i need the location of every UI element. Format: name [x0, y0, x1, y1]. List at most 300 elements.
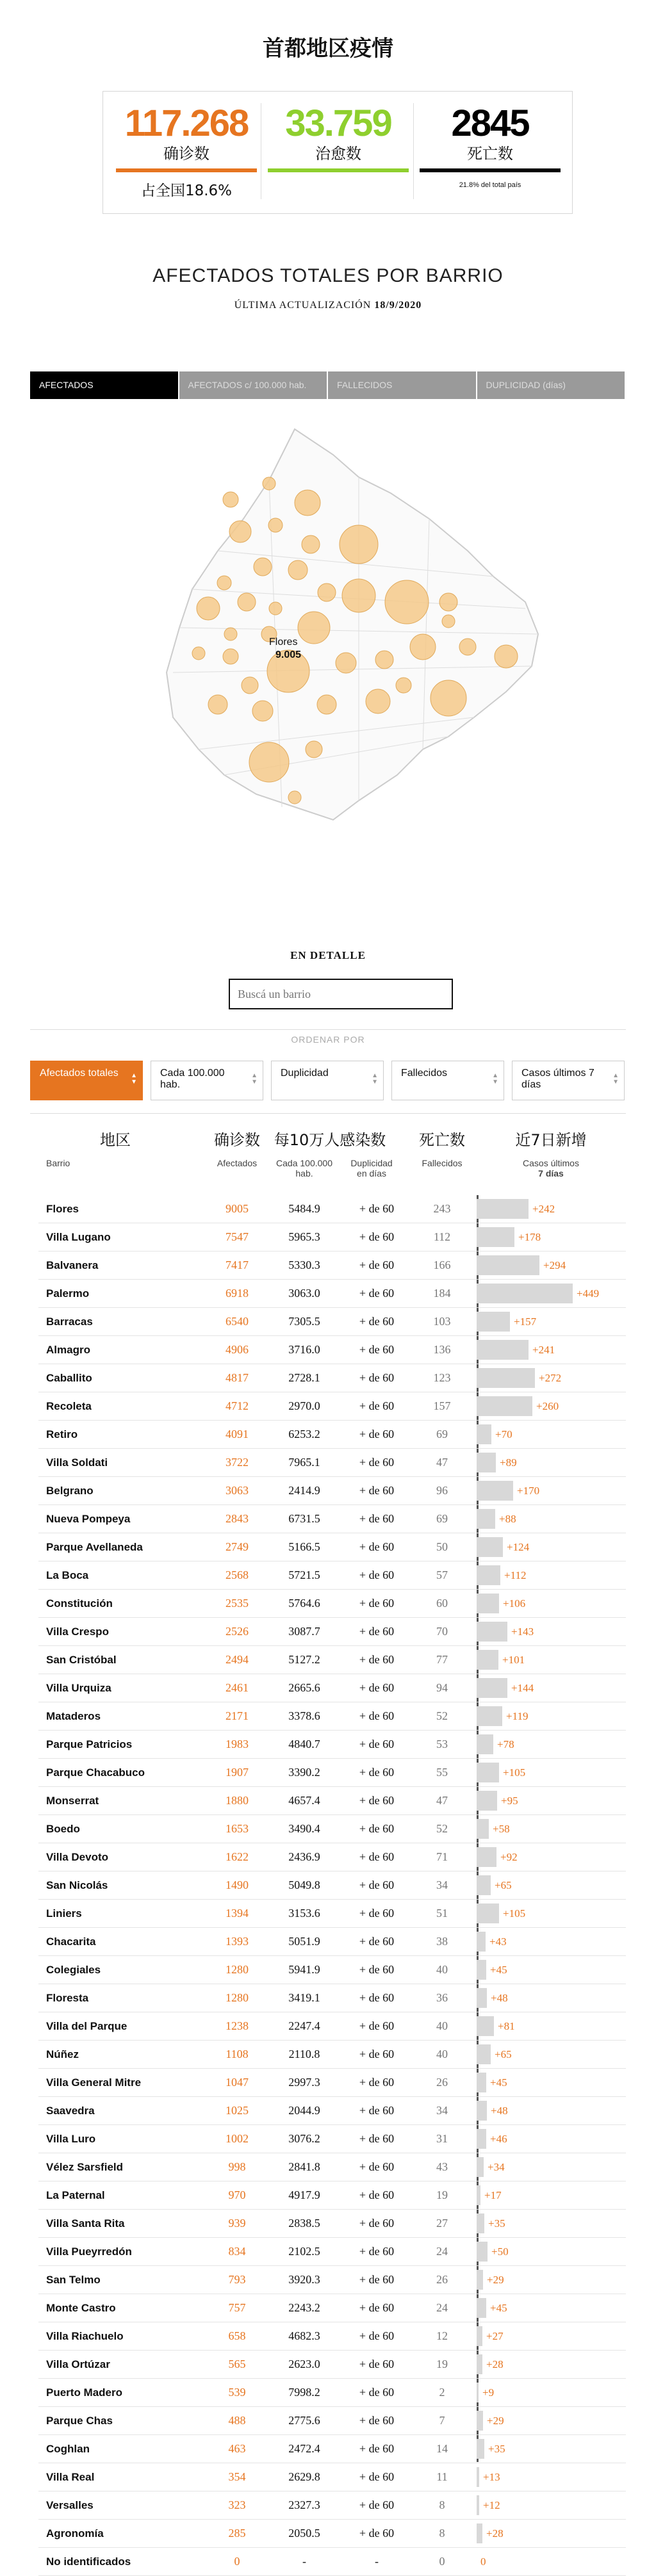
cell-duplicidad: + de 60 — [359, 2386, 395, 2399]
cell-weekly-cases: +45 — [490, 2076, 507, 2089]
cell-duplicidad: + de 60 — [359, 1597, 395, 1610]
cell-barrio: Saavedra — [46, 2105, 95, 2117]
col-header: Duplicidad en días — [350, 1158, 393, 1178]
cell-afectados: 970 — [228, 2189, 246, 2201]
cell-fallecidos: 40 — [436, 1963, 448, 1976]
table-row — [38, 1477, 626, 1505]
map-bubble — [385, 580, 429, 624]
sort-label: Duplicidad — [281, 1068, 329, 1079]
cell-fallecidos: 77 — [436, 1653, 448, 1666]
cell-weekly-cases: +35 — [488, 2217, 505, 2230]
table-row — [38, 1336, 626, 1364]
table-row — [38, 1280, 626, 1308]
table-row — [38, 1364, 626, 1392]
weekly-bar — [477, 1678, 507, 1698]
table-row — [38, 2435, 626, 2463]
sort-cada-100k[interactable] — [151, 1061, 263, 1100]
cell-cada-100k: 3920.3 — [288, 2273, 320, 2286]
cell-fallecidos: 166 — [433, 1259, 451, 1271]
weekly-bar — [477, 1312, 510, 1332]
table-row — [38, 2548, 626, 2576]
cell-fallecidos: 50 — [436, 1540, 448, 1553]
table-row — [38, 1984, 626, 2012]
weekly-bar — [477, 1565, 500, 1585]
cell-afectados: 2461 — [226, 1681, 249, 1694]
cell-fallecidos: 157 — [433, 1399, 451, 1412]
cell-duplicidad: + de 60 — [359, 1287, 395, 1300]
cell-afectados: 1002 — [226, 2132, 249, 2145]
col-header: Afectados — [217, 1158, 258, 1168]
sort-label: Fallecidos — [401, 1068, 448, 1079]
tab-fallecidos[interactable]: FALLECIDOS — [328, 371, 477, 399]
cell-duplicidad: + de 60 — [359, 2076, 395, 2089]
weekly-bar — [477, 2242, 488, 2262]
weekly-bar — [477, 1791, 497, 1811]
cell-duplicidad: + de 60 — [359, 1766, 395, 1779]
cell-barrio: Villa Crespo — [46, 1626, 109, 1638]
cell-barrio: Balvanera — [46, 1259, 99, 1271]
cell-afectados: 6540 — [226, 1315, 249, 1328]
cell-afectados: 998 — [228, 2160, 246, 2173]
cell-barrio: Parque Avellaneda — [46, 1541, 143, 1553]
table-row — [38, 2069, 626, 2097]
cell-barrio: Nueva Pompeya — [46, 1513, 131, 1525]
cell-afectados: 539 — [228, 2386, 246, 2399]
cell-fallecidos: 38 — [436, 1935, 448, 1948]
table-row — [38, 1421, 626, 1449]
cell-barrio: Palermo — [46, 1287, 90, 1300]
table-row — [38, 1533, 626, 1561]
cell-cada-100k: 2629.8 — [288, 2470, 320, 2483]
search-input[interactable] — [229, 979, 453, 1009]
map-bubble — [223, 492, 238, 507]
cell-fallecidos: 51 — [436, 1907, 448, 1920]
col-header: Fallecidos — [422, 1158, 463, 1168]
table-row — [38, 1646, 626, 1674]
cell-cada-100k: 4657.4 — [288, 1794, 320, 1807]
sort-label: Afectados totales — [40, 1068, 119, 1079]
cell-duplicidad: + de 60 — [359, 1484, 395, 1497]
cell-cada-100k: 7965.1 — [288, 1456, 320, 1469]
stat-deaths — [420, 103, 561, 189]
cell-cada-100k: 2623.0 — [288, 2358, 320, 2370]
col-header: Cada 100.000 hab. — [276, 1158, 332, 1178]
cell-fallecidos: 40 — [436, 2019, 448, 2032]
map-bubble — [252, 701, 273, 721]
cell-weekly-cases: +78 — [497, 1738, 514, 1750]
cell-weekly-cases: +119 — [506, 1710, 529, 1722]
cell-cada-100k: 4682.3 — [288, 2329, 320, 2342]
weekly-bar — [477, 2523, 482, 2543]
cell-cada-100k: 7305.5 — [288, 1315, 320, 1328]
cell-cada-100k: 3419.1 — [288, 1991, 320, 2004]
cell-weekly-cases: +157 — [514, 1316, 537, 1328]
cell-fallecidos: 123 — [433, 1371, 451, 1384]
cell-weekly-cases: +12 — [483, 2499, 500, 2511]
cell-cada-100k: 3087.7 — [288, 1625, 320, 1638]
cell-duplicidad: + de 60 — [359, 2132, 395, 2145]
cell-afectados: 2843 — [226, 1512, 249, 1525]
cell-duplicidad: + de 60 — [359, 1625, 395, 1638]
map-bubble — [254, 558, 272, 576]
map-bubble — [197, 597, 220, 620]
last-updated-label: ÚLTIMA ACTUALIZACIÓN — [234, 300, 372, 311]
sort-ultimos-7[interactable] — [512, 1061, 625, 1100]
sort-arrows-icon: ▲ ▼ — [372, 1072, 378, 1086]
cell-duplicidad: + de 60 — [359, 2329, 395, 2342]
cell-fallecidos: 52 — [436, 1822, 448, 1835]
confirmed-share: 占全国18.6% — [140, 183, 233, 199]
cell-fallecidos: 47 — [436, 1794, 448, 1807]
cell-weekly-cases: +449 — [577, 1287, 600, 1300]
cell-cada-100k: 2247.4 — [288, 2019, 320, 2032]
table-row — [38, 2351, 626, 2379]
map-bubble — [192, 647, 205, 660]
weekly-bar — [477, 1227, 514, 1247]
cell-weekly-cases: +92 — [500, 1851, 518, 1863]
cell-barrio: Retiro — [46, 1428, 78, 1440]
order-label: ORDENAR POR — [291, 1034, 365, 1045]
cell-duplicidad: + de 60 — [359, 2442, 395, 2455]
map-bubble — [317, 695, 336, 714]
cell-weekly-cases: +48 — [491, 1992, 508, 2004]
cell-duplicidad: + de 60 — [359, 1907, 395, 1920]
cell-cada-100k: 2110.8 — [288, 2048, 320, 2060]
map-bubble — [242, 677, 258, 694]
cell-barrio: Agronomía — [46, 2527, 104, 2539]
cell-fallecidos: 70 — [436, 1625, 448, 1638]
cell-afectados: 1108 — [226, 2048, 249, 2060]
weekly-bar — [477, 2270, 483, 2290]
map-bubble — [340, 525, 378, 564]
cell-barrio: Coghlan — [46, 2443, 90, 2455]
table-row — [38, 1928, 626, 1956]
weekly-bar — [477, 2044, 491, 2064]
cell-barrio: Almagro — [46, 1344, 90, 1356]
cell-afectados: 285 — [228, 2527, 246, 2539]
map-bubble — [366, 689, 390, 713]
weekly-bar — [477, 2157, 484, 2177]
cell-fallecidos: 14 — [436, 2442, 448, 2455]
cell-duplicidad: + de 60 — [359, 2301, 395, 2314]
weekly-bar — [477, 1537, 503, 1557]
map-tooltip-value: 9.005 — [275, 649, 302, 660]
weekly-bar — [477, 2326, 482, 2346]
col-header — [512, 1158, 589, 1178]
weekly-bar — [477, 1396, 532, 1416]
cell-weekly-cases: +105 — [503, 1766, 526, 1779]
cell-fallecidos: 8 — [439, 2499, 445, 2511]
cell-weekly-cases: +241 — [532, 1344, 555, 1356]
tab-afectados-100k[interactable]: AFECTADOS c/ 100.000 hab. — [179, 371, 329, 399]
map-bubble — [229, 521, 251, 542]
cell-barrio: Villa Soldati — [46, 1456, 108, 1469]
cell-duplicidad: + de 60 — [359, 1343, 395, 1356]
weekly-bar — [477, 1199, 529, 1219]
weekly-bar — [477, 1340, 529, 1360]
cell-duplicidad: + de 60 — [359, 1315, 395, 1328]
cell-barrio: Flores — [46, 1203, 79, 1215]
col-header-part: 7 días — [538, 1168, 564, 1178]
cell-duplicidad: + de 60 — [359, 2358, 395, 2370]
weekly-bar — [477, 1903, 499, 1923]
col-header-part: Casos últimos — [523, 1158, 579, 1168]
sort-fallecidos[interactable] — [391, 1061, 504, 1100]
cell-weekly-cases: +28 — [486, 2358, 504, 2370]
cell-duplicidad: + de 60 — [359, 1822, 395, 1835]
cell-weekly-cases: +143 — [511, 1626, 534, 1638]
cell-duplicidad: + de 60 — [359, 2048, 395, 2060]
col-header: 地区 — [100, 1131, 131, 1149]
cell-fallecidos: 184 — [433, 1287, 451, 1300]
sort-arrows-icon: ▲ ▼ — [612, 1072, 619, 1086]
weekly-bar — [477, 1509, 495, 1529]
cell-cada-100k: 5051.9 — [288, 1935, 320, 1948]
weekly-bar — [477, 1875, 491, 1895]
col-header: 确诊数 — [214, 1131, 260, 1149]
cell-duplicidad: + de 60 — [359, 1738, 395, 1750]
sort-arrows-icon: ▲ ▼ — [131, 1072, 137, 1086]
cell-duplicidad: + de 60 — [359, 1850, 395, 1863]
table-header-es — [0, 1158, 656, 1190]
cell-cada-100k: 5764.6 — [288, 1597, 320, 1610]
cell-weekly-cases: +27 — [486, 2330, 504, 2342]
cell-duplicidad: + de 60 — [359, 2189, 395, 2201]
cell-duplicidad: + de 60 — [359, 2470, 395, 2483]
cell-cada-100k: 7998.2 — [288, 2386, 320, 2399]
table-row — [38, 1900, 626, 1928]
cell-fallecidos: 24 — [436, 2245, 448, 2258]
cell-cada-100k: 3716.0 — [288, 1343, 320, 1356]
cell-cada-100k: 2414.9 — [288, 1484, 320, 1497]
cell-weekly-cases: +34 — [488, 2161, 505, 2173]
cell-duplicidad: + de 60 — [359, 2019, 395, 2032]
cell-cada-100k: 2327.3 — [288, 2499, 320, 2511]
cell-afectados: 463 — [228, 2442, 246, 2455]
cell-weekly-cases: +95 — [501, 1795, 518, 1807]
map-bubble — [336, 653, 356, 673]
cell-barrio: Liniers — [46, 1907, 82, 1920]
cell-duplicidad: + de 60 — [359, 1879, 395, 1891]
weekly-bar — [477, 2016, 494, 2036]
cell-weekly-cases: +43 — [489, 1936, 507, 1948]
confirmed-label: 确诊数 — [163, 145, 209, 163]
cell-duplicidad: + de 60 — [359, 1540, 395, 1553]
map-bubble — [430, 680, 466, 716]
cell-cada-100k: 2970.0 — [288, 1399, 320, 1412]
cell-duplicidad: + de 60 — [359, 1371, 395, 1384]
cell-afectados: 1983 — [226, 1738, 249, 1750]
cell-barrio: Parque Chacabuco — [46, 1766, 145, 1779]
cell-barrio: Núñez — [46, 2048, 79, 2060]
cell-cada-100k: 5049.8 — [288, 1879, 320, 1891]
stat-recovered — [268, 103, 409, 172]
weekly-bar — [477, 2354, 482, 2374]
table-row — [38, 1871, 626, 1900]
sort-afectados[interactable] — [30, 1061, 143, 1100]
cell-fallecidos: 19 — [436, 2358, 448, 2370]
cell-weekly-cases: +58 — [493, 1823, 510, 1835]
cell-afectados: 354 — [228, 2470, 246, 2483]
map-bubble — [249, 742, 289, 782]
cell-fallecidos: 243 — [433, 1202, 451, 1215]
cell-weekly-cases: +70 — [495, 1428, 512, 1440]
weekly-bar — [477, 1453, 496, 1472]
table-row — [38, 2012, 626, 2041]
weekly-bar — [477, 1481, 513, 1501]
cell-barrio: Villa Pueyrredón — [46, 2246, 132, 2258]
cell-fallecidos: 53 — [436, 1738, 448, 1750]
cell-afectados: 488 — [228, 2414, 246, 2427]
table-row — [38, 2266, 626, 2294]
cell-fallecidos: 8 — [439, 2527, 445, 2539]
cell-fallecidos: 136 — [433, 1343, 451, 1356]
table-row — [38, 1787, 626, 1815]
cell-duplicidad: + de 60 — [359, 2499, 395, 2511]
map-tabs — [30, 371, 626, 399]
cell-barrio: Villa General Mitre — [46, 2076, 142, 2089]
cell-cada-100k: 2665.6 — [288, 1681, 320, 1694]
cell-afectados: 4906 — [226, 1343, 249, 1356]
table-row — [38, 1618, 626, 1646]
map-bubble — [269, 602, 282, 615]
cell-fallecidos: 57 — [436, 1569, 448, 1581]
tab-duplicidad[interactable]: DUPLICIDAD (días) — [477, 371, 627, 399]
cell-cada-100k: 3378.6 — [288, 1709, 320, 1722]
map-bubble — [306, 741, 322, 758]
cell-cada-100k: 6731.5 — [288, 1512, 320, 1525]
cell-barrio: Villa Devoto — [46, 1851, 108, 1863]
table-row — [38, 2210, 626, 2238]
table-row — [38, 2407, 626, 2435]
cell-weekly-cases: +45 — [490, 2302, 507, 2314]
cell-barrio: Barracas — [46, 1316, 93, 1328]
cell-weekly-cases: +101 — [502, 1654, 525, 1666]
cell-weekly-cases: +28 — [486, 2527, 504, 2539]
divider — [413, 103, 414, 199]
table-row — [38, 1251, 626, 1280]
cell-barrio: La Boca — [46, 1569, 89, 1581]
cell-cada-100k: 3153.6 — [288, 1907, 320, 1920]
cell-afectados: 1280 — [226, 1963, 249, 1976]
sort-duplicidad[interactable] — [271, 1061, 384, 1100]
cell-weekly-cases: +124 — [507, 1541, 530, 1553]
map-bubble — [263, 477, 275, 490]
cell-barrio: Boedo — [46, 1823, 80, 1835]
cell-fallecidos: 112 — [433, 1230, 451, 1243]
stat-confirmed — [116, 103, 257, 200]
cell-cada-100k: 2838.5 — [288, 2217, 320, 2230]
table-row — [38, 2463, 626, 2491]
city-map[interactable] — [147, 416, 545, 852]
table-row — [38, 2294, 626, 2322]
cell-fallecidos: 0 — [439, 2555, 445, 2568]
cell-afectados: 2535 — [226, 1597, 249, 1610]
cell-duplicidad: + de 60 — [359, 1569, 395, 1581]
cell-duplicidad: + de 60 — [359, 2245, 395, 2258]
cell-afectados: 4712 — [226, 1399, 249, 1412]
deaths-label: 死亡数 — [467, 145, 513, 163]
cell-duplicidad: + de 60 — [359, 2414, 395, 2427]
cell-weekly-cases: +242 — [532, 1203, 555, 1215]
cell-weekly-cases: +35 — [488, 2443, 505, 2455]
table-row — [38, 1956, 626, 1984]
cell-afectados: 1622 — [226, 1850, 249, 1863]
map-bubble — [439, 593, 457, 611]
table-row — [38, 1561, 626, 1590]
cell-fallecidos: 55 — [436, 1766, 448, 1779]
cell-weekly-cases: +65 — [495, 2048, 512, 2060]
cell-fallecidos: 34 — [436, 2104, 448, 2117]
table-row — [38, 1815, 626, 1843]
cell-afectados: 1047 — [226, 2076, 249, 2089]
cell-cada-100k: 5965.3 — [288, 1230, 320, 1243]
weekly-bar — [477, 2383, 479, 2402]
cell-barrio: Floresta — [46, 1992, 89, 2004]
cell-cada-100k: 2436.9 — [288, 1850, 320, 1863]
cell-barrio: Puerto Madero — [46, 2386, 123, 2399]
cell-duplicidad: + de 60 — [359, 2217, 395, 2230]
cell-barrio: Mataderos — [46, 1710, 101, 1722]
table-row — [38, 2181, 626, 2210]
weekly-bar — [477, 2073, 486, 2092]
cell-duplicidad: + de 60 — [359, 1653, 395, 1666]
sort-filters — [30, 1061, 648, 1100]
cell-afectados: 1880 — [226, 1794, 249, 1807]
cell-weekly-cases: +65 — [495, 1879, 512, 1891]
cell-barrio: Villa Real — [46, 2471, 95, 2483]
cell-cada-100k: 5127.2 — [288, 1653, 320, 1666]
last-updated-date: 18/9/2020 — [374, 300, 422, 311]
map-bubble — [288, 791, 301, 804]
cell-barrio: Constitución — [46, 1597, 113, 1610]
cell-duplicidad: + de 60 — [359, 1230, 395, 1243]
col-header: 死亡数 — [419, 1131, 465, 1149]
cell-cada-100k: 2997.3 — [288, 2076, 320, 2089]
cell-cada-100k: - — [302, 2555, 306, 2568]
cell-duplicidad: + de 60 — [359, 1456, 395, 1469]
cell-weekly-cases: +48 — [491, 2105, 508, 2117]
deaths-bar — [420, 168, 561, 172]
cell-afectados: 1394 — [226, 1907, 249, 1920]
map-bubble — [224, 628, 237, 640]
table-row — [38, 2520, 626, 2548]
table-row — [38, 2125, 626, 2153]
col-header: 近7日新增 — [515, 1131, 587, 1149]
cell-afectados: 1280 — [226, 1991, 249, 2004]
cell-cada-100k: 2472.4 — [288, 2442, 320, 2455]
table-row — [38, 1449, 626, 1477]
cell-fallecidos: 69 — [436, 1512, 448, 1525]
cell-duplicidad: + de 60 — [359, 1202, 395, 1215]
map-bubble — [318, 583, 336, 601]
weekly-bar — [477, 1706, 502, 1726]
cell-barrio: La Paternal — [46, 2189, 105, 2201]
table-row — [38, 1392, 626, 1421]
cell-duplicidad: + de 60 — [359, 1399, 395, 1412]
cell-cada-100k: 4840.7 — [288, 1738, 320, 1750]
cell-cada-100k: 5941.9 — [288, 1963, 320, 1976]
cell-afectados: 565 — [228, 2358, 246, 2370]
sort-label: Casos últimos 7 días — [521, 1068, 594, 1090]
cell-barrio: Villa Lugano — [46, 1231, 111, 1243]
map-bubble — [208, 695, 227, 714]
cell-duplicidad: + de 60 — [359, 1259, 395, 1271]
cell-fallecidos: 43 — [436, 2160, 448, 2173]
cell-fallecidos: 40 — [436, 2048, 448, 2060]
weekly-bar — [477, 1368, 535, 1388]
tab-afectados[interactable]: AFECTADOS — [30, 371, 179, 399]
